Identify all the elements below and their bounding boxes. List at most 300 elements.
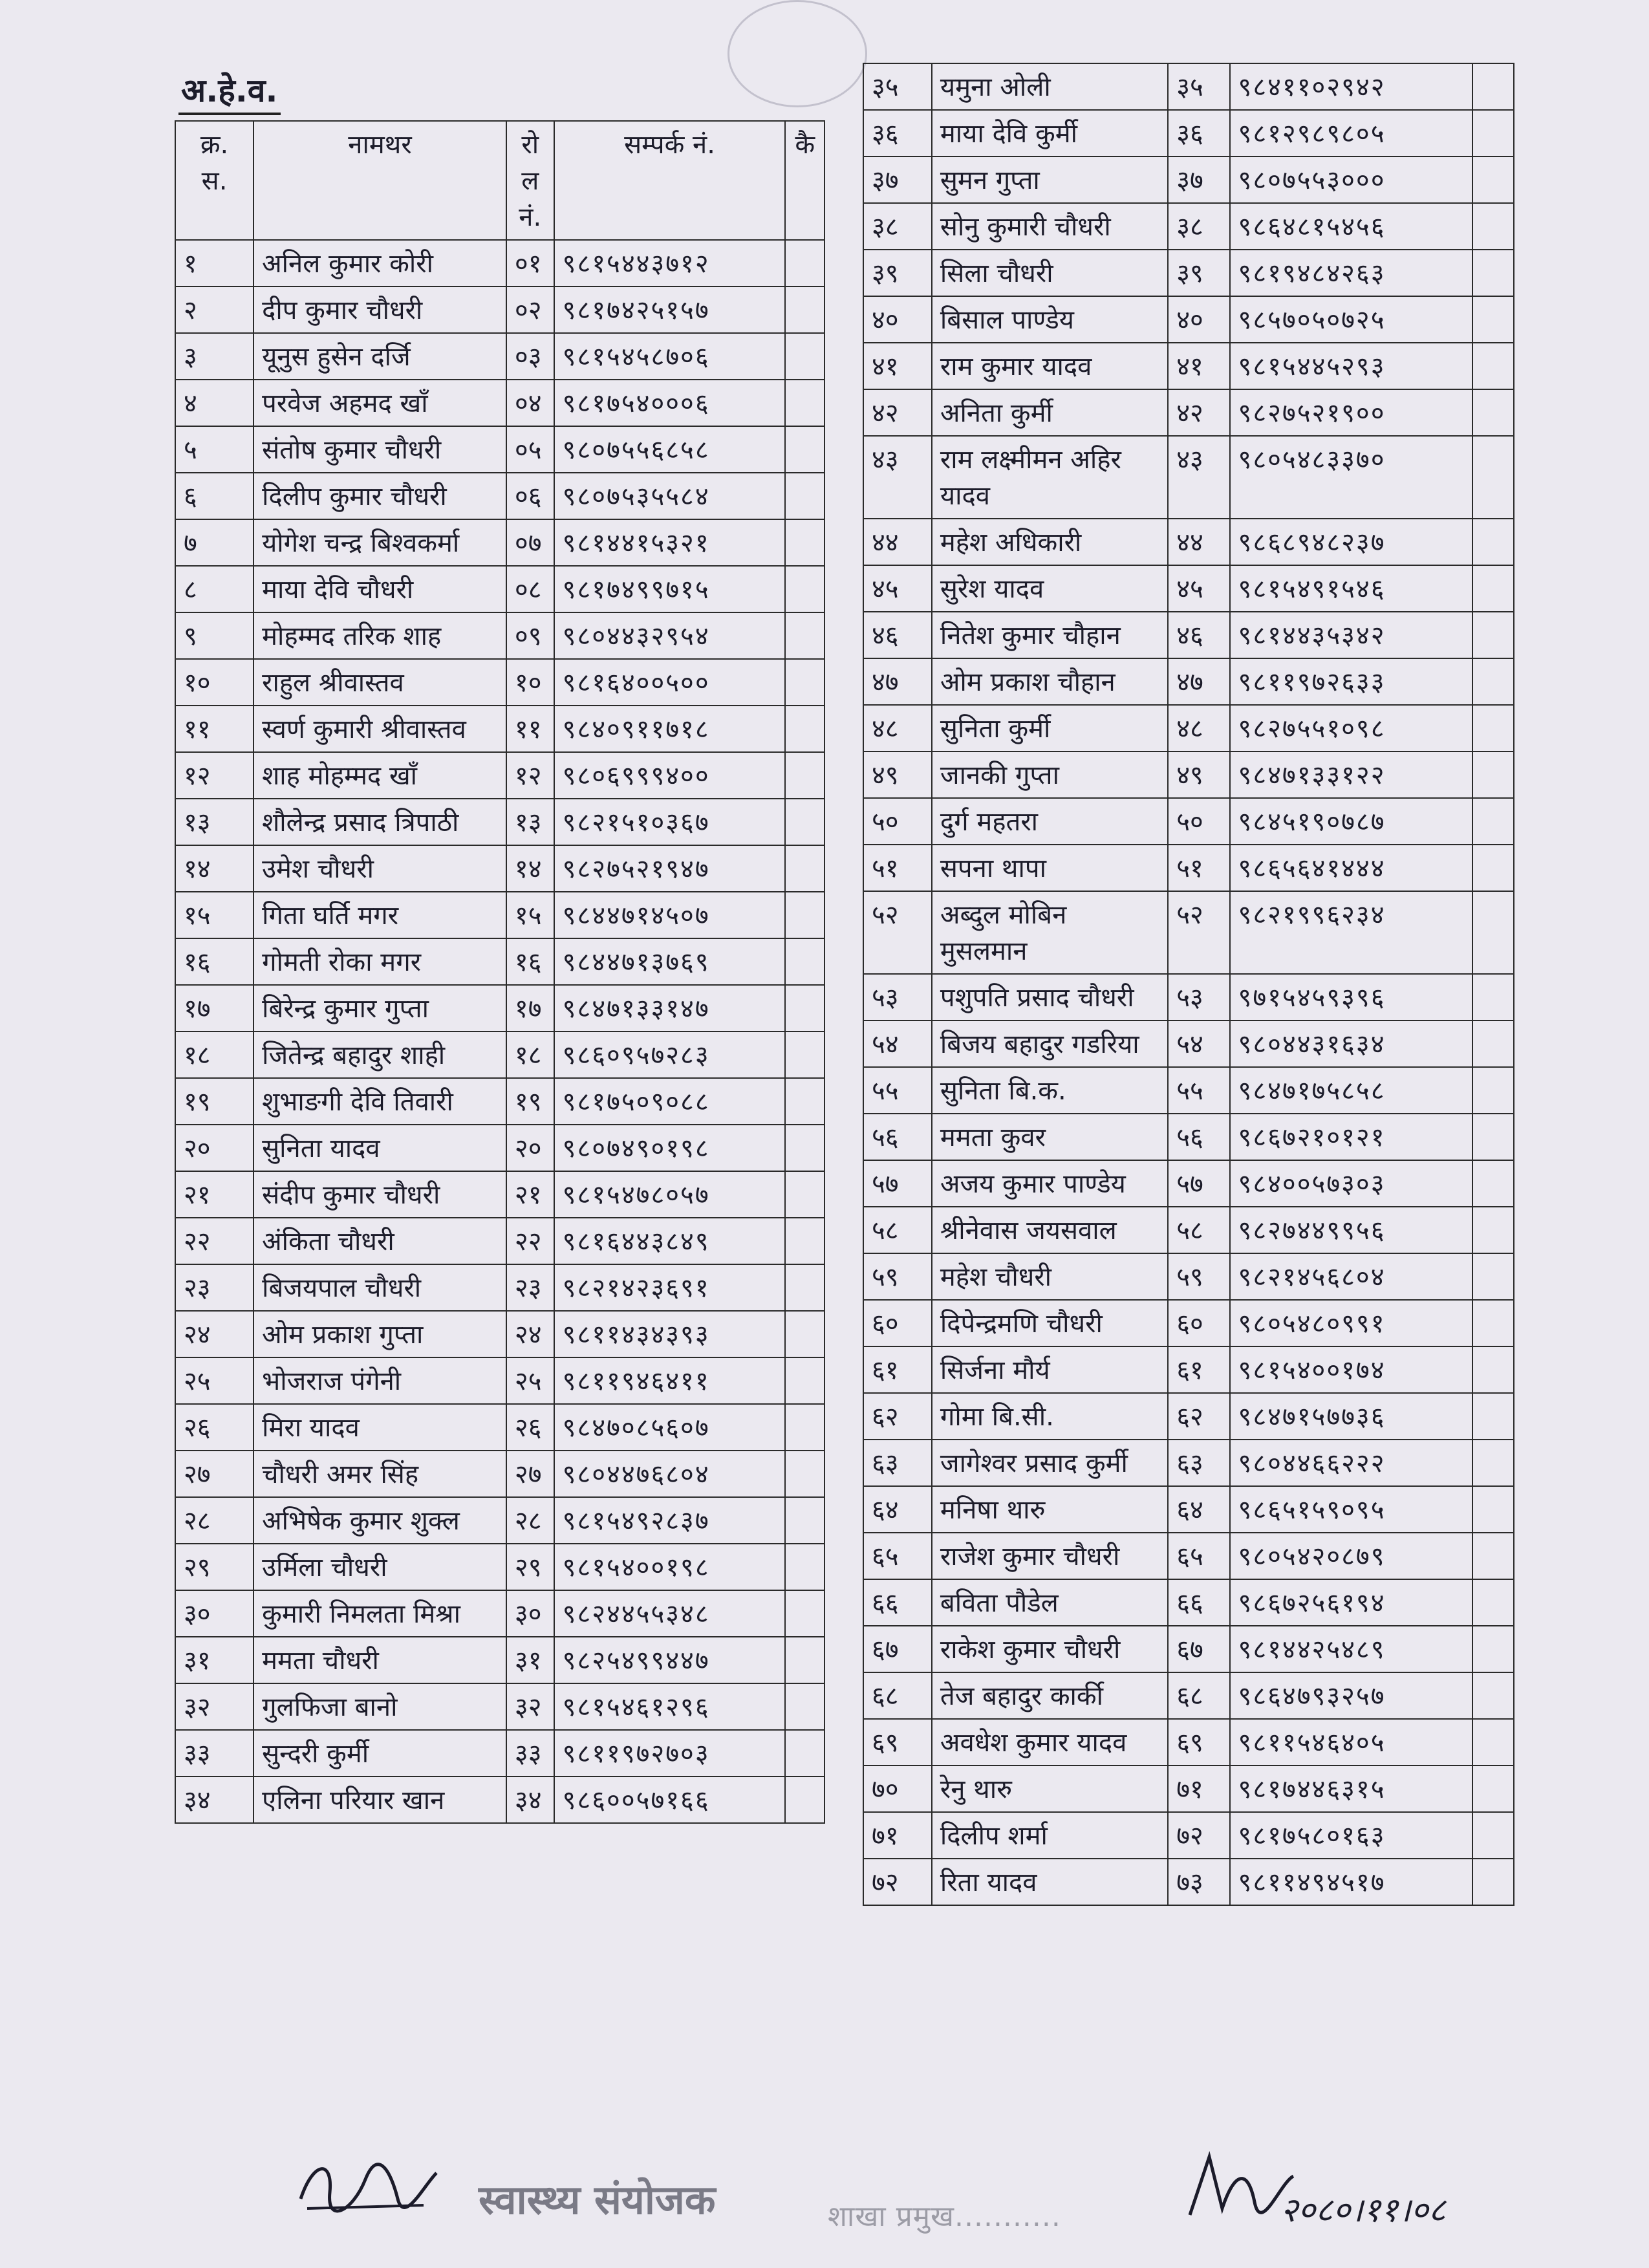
table-row [863,974,1514,1021]
table-row [175,380,824,426]
signature-cell [1472,1859,1514,1905]
roll-cell: ५४ [1168,1021,1229,1067]
name-cell: यमुना ओली [932,63,1168,110]
roll-cell: ६७ [1168,1626,1229,1672]
serial-cell: ३२ [175,1683,253,1730]
table-row [863,565,1514,612]
table-row [863,519,1514,565]
name-cell: शौलेन्द्र प्रसाद त्रिपाठी [253,799,506,845]
roll-cell: ६३ [1168,1440,1229,1486]
serial-cell: ३४ [175,1777,253,1823]
signature-cell [785,1404,824,1451]
phone-cell: ९८६००५७१६६ [554,1777,786,1823]
phone-cell: ९८२७५५१०९८ [1230,705,1473,751]
name-cell: माया देवि कुर्मी [932,110,1168,157]
signature-cell [785,752,824,799]
serial-cell: १७ [175,985,253,1031]
roll-cell: ११ [506,706,554,752]
table-row [863,1067,1514,1114]
name-cell: महेश अधिकारी [932,519,1168,565]
name-cell: सोनु कुमारी चौधरी [932,203,1168,250]
roll-cell: २० [506,1125,554,1171]
phone-cell: ९८१६४४३८४९ [554,1218,786,1264]
serial-cell: ७ [175,519,253,566]
phone-cell: ९८११४३४३९३ [554,1311,786,1357]
serial-cell: १८ [175,1031,253,1078]
signature-cell [1472,250,1514,296]
roll-cell: ३६ [1168,110,1229,157]
serial-cell: ६५ [863,1533,932,1579]
signature-cell [1472,63,1514,110]
phone-cell: ९८०७५५३००० [1230,157,1473,203]
phone-cell: ९८६७२५६१९४ [1230,1579,1473,1626]
phone-cell: ९८४७१५७७३६ [1230,1393,1473,1440]
signature-cell [785,1730,824,1777]
table-row [175,1125,824,1171]
roll-cell: ०३ [506,333,554,380]
table-row [863,612,1514,658]
roll-cell: १७ [506,985,554,1031]
serial-cell: ६३ [863,1440,932,1486]
phone-cell: ९८१७५८०१६३ [1230,1812,1473,1859]
name-cell: उमेश चौधरी [253,845,506,892]
roll-cell: ४७ [1168,658,1229,705]
roll-cell: १८ [506,1031,554,1078]
roll-cell: ५७ [1168,1160,1229,1207]
roll-cell: १६ [506,938,554,985]
table-row [175,1637,824,1683]
table-row [175,892,824,938]
table-row [175,240,824,286]
name-cell: परवेज अहमद खाँ [253,380,506,426]
roll-cell: ४० [1168,296,1229,343]
name-cell: बविता पौडेल [932,1579,1168,1626]
roll-cell: ५० [1168,798,1229,845]
serial-cell: ३० [175,1590,253,1637]
serial-cell: ४४ [863,519,932,565]
serial-cell: ९ [175,612,253,659]
roll-cell: ६२ [1168,1393,1229,1440]
roll-cell: २५ [506,1357,554,1404]
serial-cell: ३७ [863,157,932,203]
signature-cell [785,612,824,659]
table-row [863,891,1514,974]
serial-cell: ८ [175,566,253,612]
roll-cell: ४८ [1168,705,1229,751]
serial-cell: २१ [175,1171,253,1218]
serial-cell: २६ [175,1404,253,1451]
serial-cell: १२ [175,752,253,799]
phone-cell: ९८११९७२६३३ [1230,658,1473,705]
office-line: शाखा प्रमुख........... [828,2200,1061,2233]
roll-cell: ५९ [1168,1253,1229,1300]
signature-cell [1472,891,1514,974]
phone-cell: ९८०४४६६२२२ [1230,1440,1473,1486]
name-cell: दीप कुमार चौधरी [253,286,506,333]
serial-cell: ५४ [863,1021,932,1067]
signature-cell [785,1544,824,1590]
serial-cell: ४१ [863,343,932,389]
serial-cell: २४ [175,1311,253,1357]
table-row [863,1346,1514,1393]
phone-cell: ९८४७०८५६०७ [554,1404,786,1451]
name-cell: यूनुस हुसेन दर्जि [253,333,506,380]
name-cell: अनिल कुमार कोरी [253,240,506,286]
signature-cell [1472,1486,1514,1533]
signature-cell [785,1078,824,1125]
table-row [863,751,1514,798]
serial-cell: ६ [175,473,253,519]
serial-cell: २० [175,1125,253,1171]
name-cell: गोमती रोका मगर [253,938,506,985]
signature-cell [785,985,824,1031]
signature-cell [1472,1253,1514,1300]
roll-cell: ३३ [506,1730,554,1777]
signature-cell [1472,845,1514,891]
coordinator-title: स्वास्थ्य संयोजक [479,2176,716,2223]
roll-cell: २२ [506,1218,554,1264]
signature-cell [1472,658,1514,705]
roll-cell: २६ [506,1404,554,1451]
serial-cell: ४८ [863,705,932,751]
name-cell: गोमा बि.सी. [932,1393,1168,1440]
name-cell: स्वर्ण कुमारी श्रीवास्तव [253,706,506,752]
name-cell: अभिषेक कुमार शुक्ल [253,1497,506,1544]
phone-cell: ९८१४४३५३४२ [1230,612,1473,658]
name-cell: अजय कुमार पाण्डेय [932,1160,1168,1207]
roll-cell: ५५ [1168,1067,1229,1114]
signature-cell [1472,751,1514,798]
table-row [863,798,1514,845]
serial-cell: ६४ [863,1486,932,1533]
phone-cell: ९८१५४९१५४६ [1230,565,1473,612]
phone-cell: ९८१४४१५३२१ [554,519,786,566]
roll-cell: १२ [506,752,554,799]
roll-cell: ४१ [1168,343,1229,389]
name-cell: सिर्जना मौर्य [932,1346,1168,1393]
table-row [863,1021,1514,1067]
name-cell: जागेश्वर प्रसाद कुर्मी [932,1440,1168,1486]
roll-cell: १५ [506,892,554,938]
table-row [175,426,824,473]
serial-cell: ५६ [863,1114,932,1160]
table-row [175,1777,824,1823]
table-row [175,985,824,1031]
phone-cell: ९८०५४२०८७९ [1230,1533,1473,1579]
signature-cell [785,845,824,892]
signature-cell [1472,974,1514,1021]
name-cell: बिसाल पाण्डेय [932,296,1168,343]
roll-cell: ४९ [1168,751,1229,798]
phone-cell: ९८१५४००१९८ [554,1544,786,1590]
table-row [863,343,1514,389]
table-row [863,1766,1514,1812]
name-cell: मोहम्मद तरिक शाह [253,612,506,659]
serial-cell: ४२ [863,389,932,436]
roll-cell: ०६ [506,473,554,519]
serial-cell: २५ [175,1357,253,1404]
signature-cell [785,1264,824,1311]
roll-cell: ६६ [1168,1579,1229,1626]
roll-cell: १९ [506,1078,554,1125]
table-row [175,333,824,380]
roll-cell: ६८ [1168,1672,1229,1719]
signature-cell [1472,1393,1514,1440]
name-cell: शाह मोहम्मद खाँ [253,752,506,799]
roll-cell: ३० [506,1590,554,1637]
signature-cell [785,1357,824,1404]
phone-cell: ९८११९७२७०३ [554,1730,786,1777]
phone-cell: ९८१५४६१२९६ [554,1683,786,1730]
signature-left [294,2147,443,2225]
table-row [863,1114,1514,1160]
name-cell: चौधरी अमर सिंह [253,1451,506,1497]
table-row [175,1171,824,1218]
serial-cell: ७२ [863,1859,932,1905]
serial-cell: ५२ [863,891,932,974]
name-cell: एलिना परियार खान [253,1777,506,1823]
header-name: नामथर [253,121,506,240]
name-cell: सुनिता कुर्मी [932,705,1168,751]
signature-cell [1472,1533,1514,1579]
name-cell: राम लक्ष्मीमन अहिर यादव [932,436,1168,519]
serial-cell: ४५ [863,565,932,612]
signature-cell [1472,1440,1514,1486]
signature-cell [1472,1766,1514,1812]
roll-cell: ५२ [1168,891,1229,974]
signature-cell [785,659,824,706]
name-cell: भोजराज पंगेनी [253,1357,506,1404]
phone-cell: ९८६०९५७२८३ [554,1031,786,1078]
name-cell: संदीप कुमार चौधरी [253,1171,506,1218]
roll-cell: ३७ [1168,157,1229,203]
serial-cell: ६९ [863,1719,932,1766]
table-row [863,389,1514,436]
header-serial: क्र. स. [175,121,253,240]
name-cell: सुरेश यादव [932,565,1168,612]
phone-cell: ९८६८९४८२३७ [1230,519,1473,565]
table-row [175,1218,824,1264]
signature-cell [1472,1719,1514,1766]
serial-cell: ६० [863,1300,932,1346]
table-row [175,845,824,892]
serial-cell: ६६ [863,1579,932,1626]
phone-cell: ९८१९४८४२६३ [1230,250,1473,296]
signature-cell [1472,519,1514,565]
roll-cell: २७ [506,1451,554,1497]
name-cell: जितेन्द्र बहादुर शाही [253,1031,506,1078]
signature-cell [1472,157,1514,203]
name-cell: दिलीप कुमार चौधरी [253,473,506,519]
signature-cell [785,333,824,380]
table-row [175,1451,824,1497]
register-table-left [175,120,825,1824]
table-row [863,658,1514,705]
signature-date: २०८०।११।०८ [1280,2191,1446,2230]
signature-cell [1472,1114,1514,1160]
serial-cell: ५० [863,798,932,845]
signature-cell [785,286,824,333]
roll-cell: १० [506,659,554,706]
serial-cell: ५३ [863,974,932,1021]
name-cell: अनिता कुर्मी [932,389,1168,436]
serial-cell: १० [175,659,253,706]
roll-cell: ०७ [506,519,554,566]
phone-cell: ९८०४४३१६३४ [1230,1021,1473,1067]
phone-cell: ९८०४४७६८०४ [554,1451,786,1497]
table-row [175,1683,824,1730]
roll-cell: ४५ [1168,565,1229,612]
signature-cell [785,426,824,473]
phone-cell: ९८२७५२१९०० [1230,389,1473,436]
table-row [175,1544,824,1590]
roll-cell: ३२ [506,1683,554,1730]
table-row [175,659,824,706]
roll-cell: ५८ [1168,1207,1229,1253]
serial-cell: १३ [175,799,253,845]
name-cell: श्रीनेवास जयसवाल [932,1207,1168,1253]
serial-cell: २३ [175,1264,253,1311]
name-cell: दिलीप शर्मा [932,1812,1168,1859]
signature-cell [1472,1812,1514,1859]
phone-cell: ९८४४७१३७६९ [554,938,786,985]
table-row [863,110,1514,157]
signature-cell [785,1125,824,1171]
name-cell: माया देवि चौधरी [253,566,506,612]
phone-cell: ९८६७२१०१२१ [1230,1114,1473,1160]
roll-cell: ६५ [1168,1533,1229,1579]
roll-cell: ३५ [1168,63,1229,110]
signature-cell [785,938,824,985]
phone-cell: ९८२१९९६२३४ [1230,891,1473,974]
roll-cell: ३९ [1168,250,1229,296]
phone-cell: ९८५७०५०७२५ [1230,296,1473,343]
serial-cell: ३ [175,333,253,380]
phone-cell: ९८४४७१४५०७ [554,892,786,938]
table-row [863,1207,1514,1253]
roll-cell: ०१ [506,240,554,286]
serial-cell: ११ [175,706,253,752]
table-row [175,706,824,752]
name-cell: राकेश कुमार चौधरी [932,1626,1168,1672]
signature-cell [1472,1672,1514,1719]
table-row [863,1626,1514,1672]
name-cell: सपना थापा [932,845,1168,891]
signature-cell [1472,389,1514,436]
serial-cell: १९ [175,1078,253,1125]
phone-cell: ९८१५४४५२९३ [1230,343,1473,389]
phone-cell: ९८४५१९०७८७ [1230,798,1473,845]
serial-cell: ५९ [863,1253,932,1300]
table-row [863,296,1514,343]
name-cell: बिजयपाल चौधरी [253,1264,506,1311]
table-row [175,1264,824,1311]
phone-cell: ९७१५४५९३९६ [1230,974,1473,1021]
signature-cell [1472,110,1514,157]
phone-cell: ९८४७१३३१२२ [1230,751,1473,798]
name-cell: अब्दुल मोबिन मुसलमान [932,891,1168,974]
table-row [863,203,1514,250]
signature-cell [785,473,824,519]
name-cell: राहुल श्रीवास्तव [253,659,506,706]
phone-cell: ९८१७५०९०८८ [554,1078,786,1125]
roll-cell: ३१ [506,1637,554,1683]
signature-cell [1472,612,1514,658]
roll-cell: ४४ [1168,519,1229,565]
roll-cell: ०४ [506,380,554,426]
phone-cell: ९८१४४२५४८९ [1230,1626,1473,1672]
serial-cell: ७० [863,1766,932,1812]
table-row [175,612,824,659]
table-header-row [175,121,824,240]
roll-cell: ०५ [506,426,554,473]
serial-cell: ४ [175,380,253,426]
serial-cell: १४ [175,845,253,892]
table-row [863,1300,1514,1346]
name-cell: उर्मिला चौधरी [253,1544,506,1590]
table-row [175,938,824,985]
phone-cell: ९८४००५७३०३ [1230,1160,1473,1207]
roll-cell: २४ [506,1311,554,1357]
signature-cell [1472,343,1514,389]
table-row [175,1590,824,1637]
name-cell: बिरेन्द्र कुमार गुप्ता [253,985,506,1031]
header-roll: रोल नं. [506,121,554,240]
phone-cell: ९८१७५४०००६ [554,380,786,426]
name-cell: तेज बहादुर कार्की [932,1672,1168,1719]
serial-cell: ५५ [863,1067,932,1114]
phone-cell: ९८२१५१०३६७ [554,799,786,845]
table-row [175,1311,824,1357]
name-cell: रिता यादव [932,1859,1168,1905]
table-row [175,1497,824,1544]
signature-cell [1472,1160,1514,1207]
signature-cell [1472,798,1514,845]
name-cell: नितेश कुमार चौहान [932,612,1168,658]
phone-cell: ९८०७५३५५८४ [554,473,786,519]
signature-cell [785,1683,824,1730]
serial-cell: ४७ [863,658,932,705]
phone-cell: ९८१५४५८७०६ [554,333,786,380]
signature-cell [1472,1021,1514,1067]
phone-cell: ९८२७५२१९४७ [554,845,786,892]
name-cell: शुभाङगी देवि तिवारी [253,1078,506,1125]
phone-cell: ९८२४४५५३४८ [554,1590,786,1637]
name-cell: ममता कुवर [932,1114,1168,1160]
signature-cell [1472,1207,1514,1253]
name-cell: संतोष कुमार चौधरी [253,426,506,473]
phone-cell: ९८१७४९९७१५ [554,566,786,612]
signature-cell [785,1171,824,1218]
table-row [175,799,824,845]
roll-cell: २१ [506,1171,554,1218]
phone-cell: ९८१६४००५०० [554,659,786,706]
phone-cell: ९८१७४२५१५७ [554,286,786,333]
serial-cell: ४६ [863,612,932,658]
roll-cell: ०८ [506,566,554,612]
serial-cell: ३९ [863,250,932,296]
table-row [863,63,1514,110]
phone-cell: ९८४११०२९४२ [1230,63,1473,110]
signature-cell [785,1031,824,1078]
signature-cell [785,240,824,286]
name-cell: गिता घर्ति मगर [253,892,506,938]
table-row [863,1579,1514,1626]
name-cell: अवधेश कुमार यादव [932,1719,1168,1766]
roll-cell: ७१ [1168,1766,1229,1812]
phone-cell: ९८१२९८९८०५ [1230,110,1473,157]
name-cell: राम कुमार यादव [932,343,1168,389]
